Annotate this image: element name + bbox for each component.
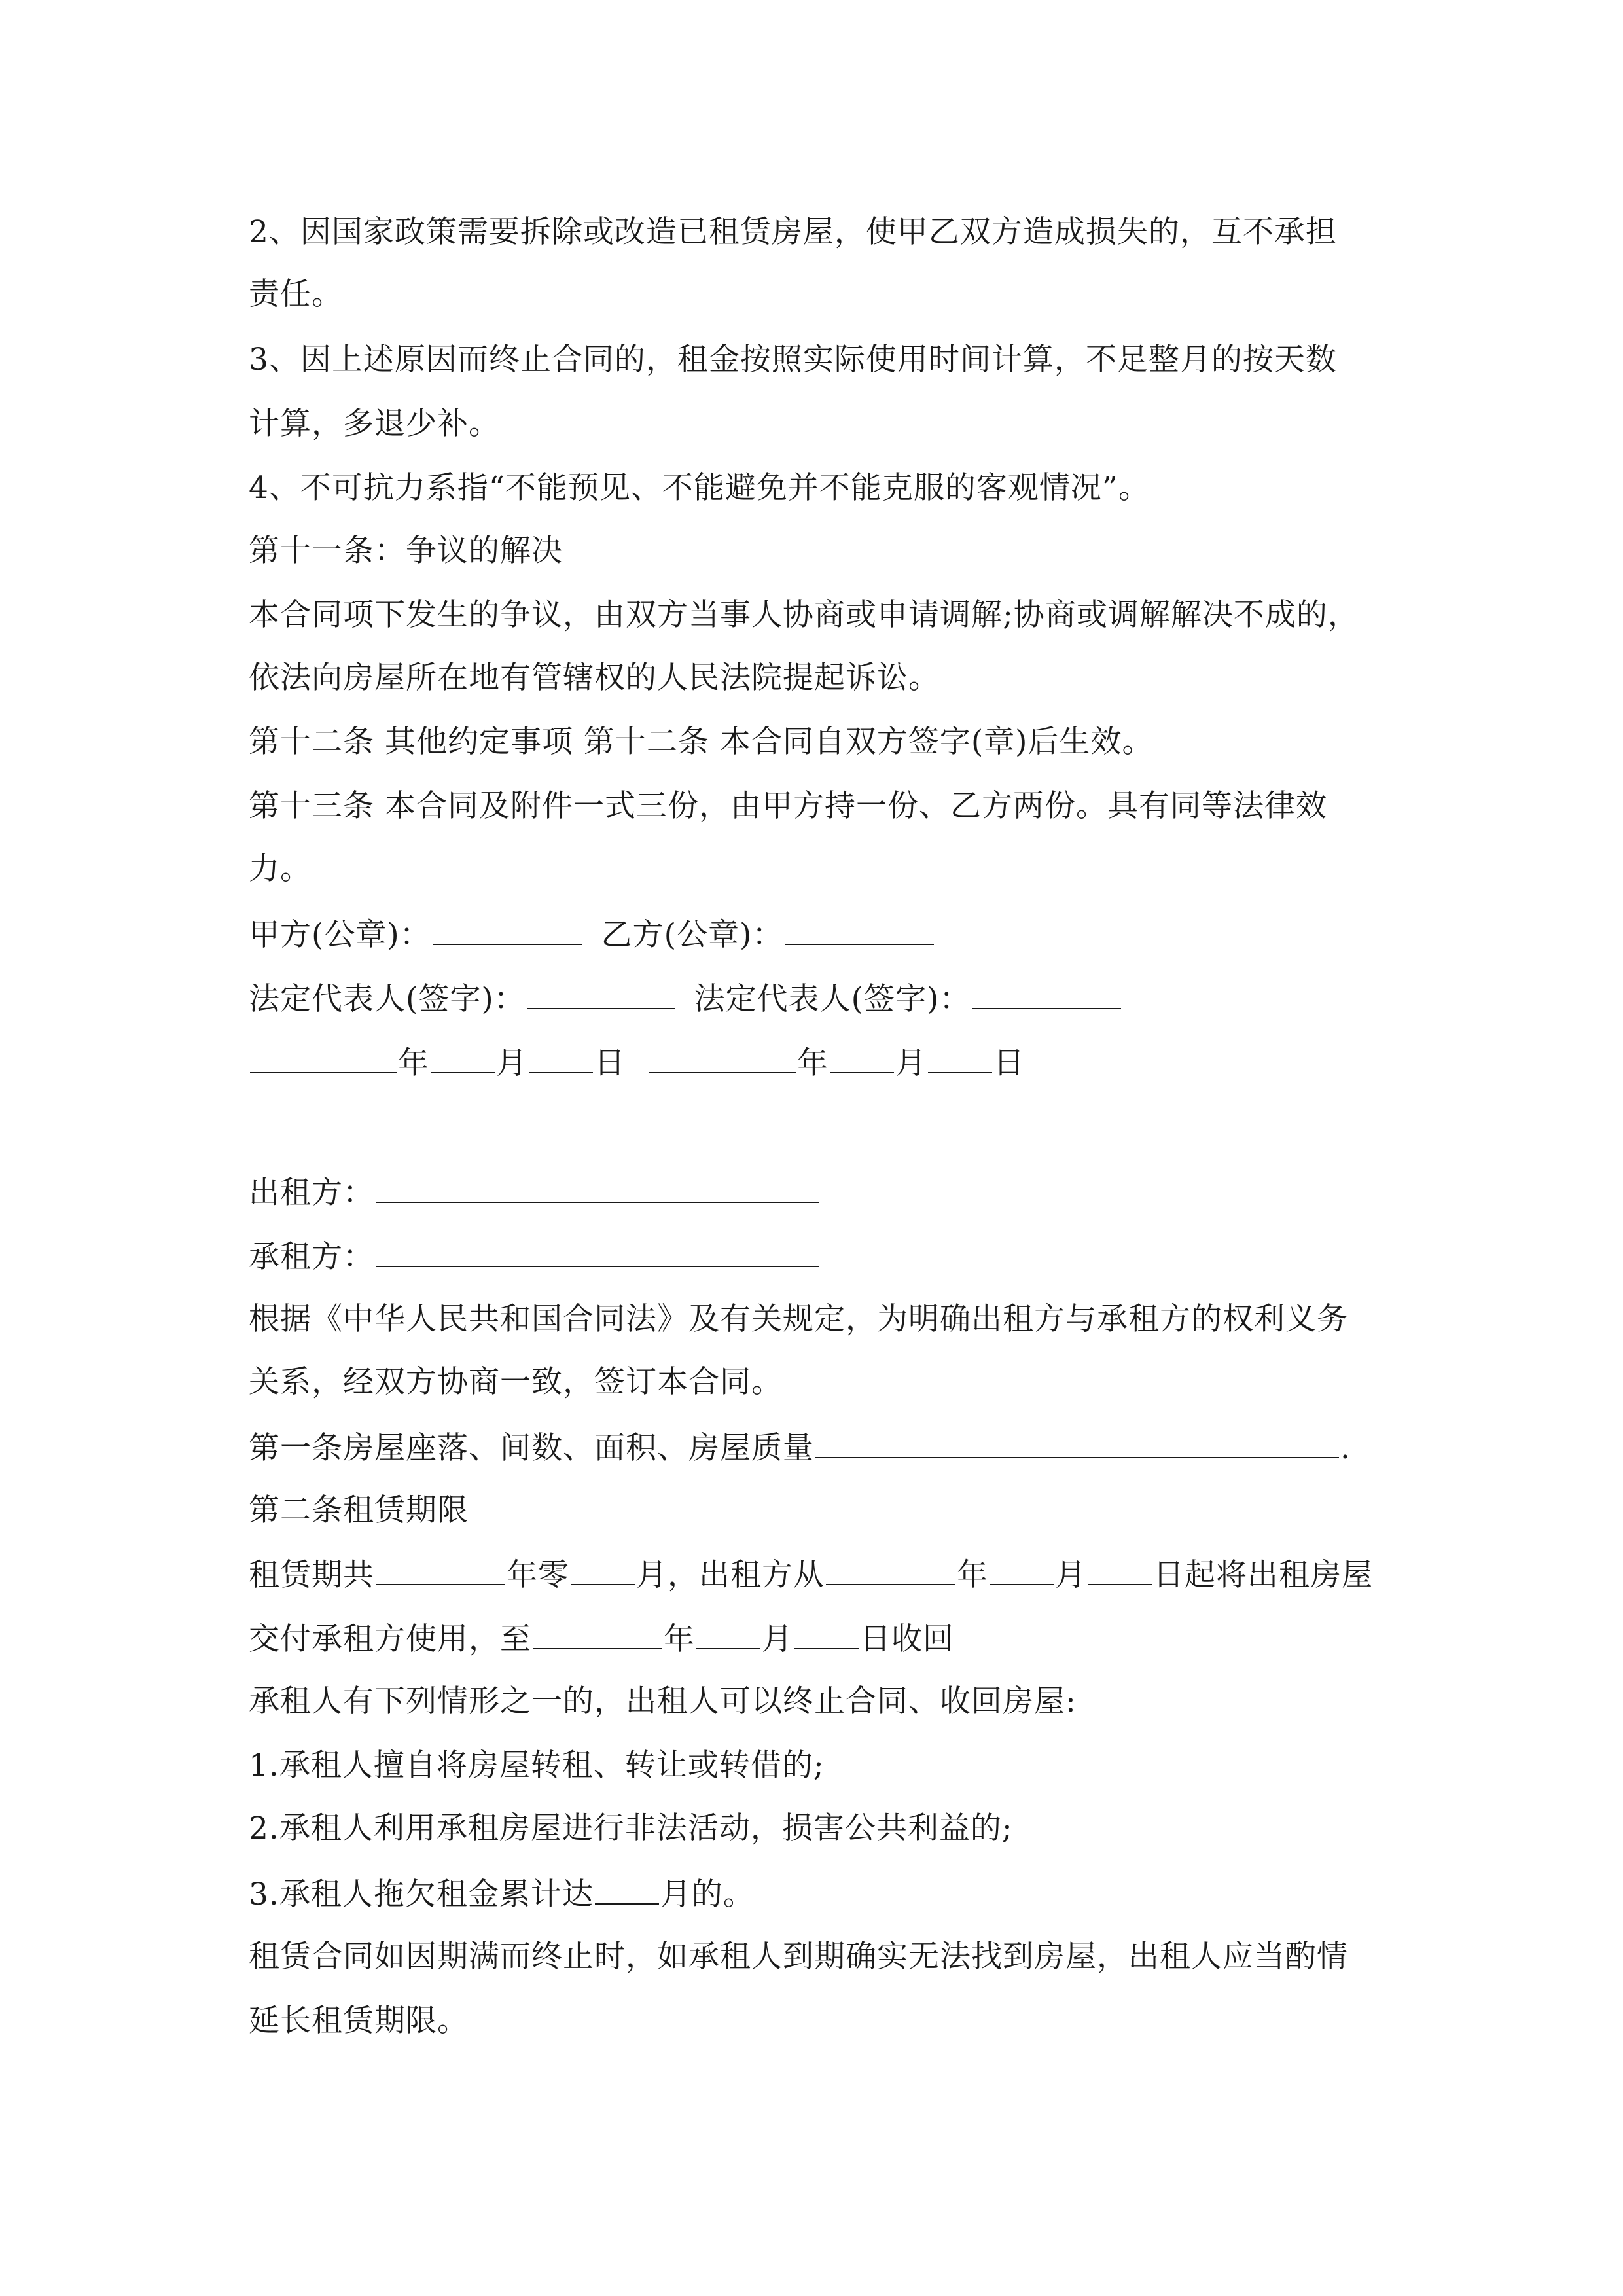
date-b-year-blank[interactable] bbox=[649, 1042, 796, 1073]
representative-line bbox=[249, 978, 1122, 1019]
termination-item-2: 2.承租人利用承租房屋进行非法活动，损害公共利益的; bbox=[249, 1810, 1013, 1846]
date-a-day-label: 日 bbox=[594, 1045, 626, 1081]
party-a-seal-label: 甲方(公章)： bbox=[249, 917, 431, 953]
clause-11-heading: 第十一条：争议的解决 bbox=[249, 533, 563, 569]
party-b-seal-blank[interactable] bbox=[785, 914, 934, 945]
clause-10-item-2: 2、因国家政策需要拆除或改造已租赁房屋，使甲乙双方造成损失的，互不承担 bbox=[249, 214, 1337, 250]
end-year-blank[interactable] bbox=[533, 1618, 662, 1649]
clause-10-item-3-cont: 计算，多退少补。 bbox=[249, 406, 500, 442]
start-year-label: 年 bbox=[957, 1557, 988, 1593]
termination-item-1: 1.承租人擅自将房屋转租、转让或转借的; bbox=[249, 1748, 825, 1784]
date-b-day-label: 日 bbox=[993, 1045, 1025, 1081]
rep-a-blank[interactable] bbox=[527, 978, 675, 1009]
end-year-label: 年 bbox=[664, 1621, 695, 1657]
lessor-label: 出租方： bbox=[249, 1175, 374, 1211]
term-year-and-label: 年零 bbox=[507, 1557, 569, 1593]
seal-line bbox=[249, 914, 935, 955]
term-line-cont bbox=[249, 1618, 954, 1659]
term-total-label: 租赁期共 bbox=[249, 1557, 374, 1593]
lessee-label: 承租方： bbox=[249, 1239, 374, 1275]
term-years-blank[interactable] bbox=[376, 1554, 505, 1585]
date-b-month-label: 月 bbox=[895, 1045, 927, 1081]
end-month-label: 月 bbox=[762, 1621, 793, 1657]
term-deliver-label: 交付承租方使用，至 bbox=[249, 1621, 531, 1657]
term-month-from-label: 月，出租方从 bbox=[636, 1557, 825, 1593]
date-b-year-label: 年 bbox=[796, 1045, 829, 1081]
clause-11-text-cont: 依法向房屋所在地有管辖权的人民法院提起诉讼。 bbox=[249, 660, 940, 696]
renewal-clause: 租赁合同如因期满而终止时，如承租人到期确实无法找到房屋，出租人应当酌情 bbox=[249, 1939, 1348, 1975]
start-day-blank[interactable] bbox=[1088, 1554, 1152, 1585]
date-a-day-blank[interactable] bbox=[529, 1042, 593, 1073]
clause-10-item-3: 3、因上述原因而终止合同的，租金按照实际使用时间计算，不足整月的按天数 bbox=[249, 342, 1337, 378]
arrears-months-blank[interactable] bbox=[595, 1873, 659, 1905]
end-day-blank[interactable] bbox=[794, 1618, 859, 1649]
clause-11-text: 本合同项下发生的争议，由双方当事人协商或申请调解;协商或调解解决不成的， bbox=[249, 597, 1359, 633]
article-1-label: 第一条房屋座落、间数、面积、房屋质量 bbox=[249, 1430, 814, 1466]
start-month-blank[interactable] bbox=[990, 1554, 1054, 1585]
date-line bbox=[249, 1042, 1025, 1083]
rep-a-label: 法定代表人(签字)： bbox=[249, 981, 526, 1017]
start-day-label: 日起将出租房屋 bbox=[1153, 1557, 1373, 1593]
rep-b-blank[interactable] bbox=[972, 978, 1121, 1009]
date-a-year-label: 年 bbox=[398, 1045, 429, 1081]
term-line bbox=[249, 1554, 1373, 1595]
article-1-period: . bbox=[1340, 1430, 1351, 1466]
clause-10-item-2-cont: 责任。 bbox=[249, 276, 343, 312]
start-month-label: 月 bbox=[1055, 1557, 1086, 1593]
article-1-blank[interactable] bbox=[815, 1427, 1339, 1458]
lessor-blank[interactable] bbox=[376, 1172, 819, 1203]
start-year-blank[interactable] bbox=[826, 1554, 955, 1585]
date-b-day-blank[interactable] bbox=[928, 1042, 992, 1073]
party-b-seal-label: 乙方(公章)： bbox=[601, 917, 784, 953]
renewal-clause-cont: 延长租赁期限。 bbox=[249, 2003, 469, 2039]
clause-12-text: 第十二条 其他约定事项 第十二条 本合同自双方签字(章)后生效。 bbox=[249, 724, 1154, 760]
clause-13-text-cont: 力。 bbox=[249, 851, 312, 887]
date-a-year-blank[interactable] bbox=[250, 1042, 397, 1073]
preamble-cont: 关系，经双方协商一致，签订本合同。 bbox=[249, 1364, 783, 1400]
lessee-line bbox=[249, 1236, 821, 1277]
clause-13-text: 第十三条 本合同及附件一式三份，由甲方持一份、乙方两份。具有同等法律效 bbox=[249, 788, 1327, 824]
article-1-line bbox=[249, 1427, 1351, 1468]
rep-b-label: 法定代表人(签字)： bbox=[694, 981, 971, 1017]
preamble: 根据《中华人民共和国合同法》及有关规定，为明确出租方与承租方的权利义务 bbox=[249, 1301, 1348, 1337]
party-a-seal-blank[interactable] bbox=[433, 914, 582, 945]
lessor-line bbox=[249, 1172, 821, 1213]
end-month-blank[interactable] bbox=[696, 1618, 760, 1649]
arrears-suffix: 月的。 bbox=[660, 1876, 755, 1912]
clause-10-item-4: 4、不可抗力系指“不能预见、不能避免并不能克服的客观情况”。 bbox=[249, 470, 1150, 506]
date-a-month-label: 月 bbox=[496, 1045, 527, 1081]
lessee-blank[interactable] bbox=[376, 1236, 819, 1267]
arrears-label: 3.承租人拖欠租金累计达 bbox=[249, 1876, 594, 1912]
term-months-blank[interactable] bbox=[571, 1554, 635, 1585]
date-b-month-blank[interactable] bbox=[830, 1042, 894, 1073]
termination-item-3 bbox=[249, 1873, 755, 1914]
end-day-label: 日收回 bbox=[860, 1621, 954, 1657]
date-a-month-blank[interactable] bbox=[431, 1042, 495, 1073]
article-2-heading: 第二条租赁期限 bbox=[249, 1492, 469, 1528]
termination-heading: 承租人有下列情形之一的，出租人可以终止合同、收回房屋: bbox=[249, 1683, 1077, 1719]
